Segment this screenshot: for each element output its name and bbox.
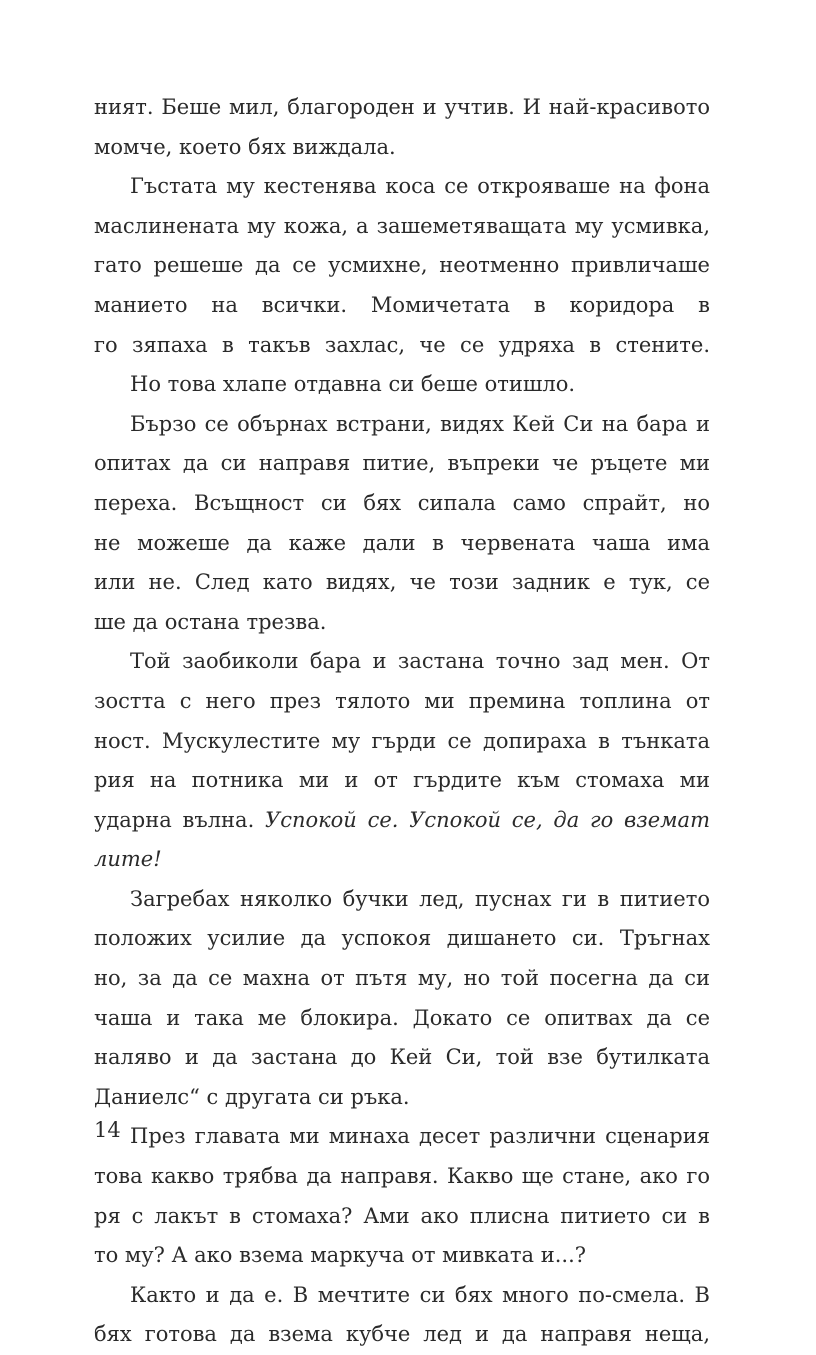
text-line bbox=[94, 840, 710, 880]
text-run: чаша и така ме блокира. Докато се опитвах да се bbox=[94, 1005, 710, 1030]
text-run: манието на всички. Момичетата в коридора в bbox=[94, 292, 710, 317]
text-run: момче, което бях виждала. bbox=[94, 134, 396, 159]
text-run: маслинената му кожа, а зашеметяващата му усмивка, bbox=[94, 213, 710, 238]
text-run: Той заобиколи бара и застана точно зад мен. От bbox=[130, 649, 710, 674]
text-run: Гъстата му кестенява коса се открояваше на фона bbox=[130, 174, 710, 199]
paragraph bbox=[94, 365, 710, 405]
text-line bbox=[94, 1276, 710, 1316]
text-run: През главата ми минаха десет различни сценария bbox=[130, 1124, 710, 1149]
text-line bbox=[94, 722, 710, 762]
text-run: ност. Мускулестите му гърди се допираха в тънката bbox=[94, 728, 710, 753]
text-line bbox=[94, 167, 710, 207]
text-line bbox=[94, 326, 710, 366]
text-run: но, за да се махна от пътя му, но той посегна да си bbox=[94, 966, 710, 991]
book-page-text bbox=[94, 88, 710, 1355]
text-run: наляво и да застана до Кей Си, той взе бутилката bbox=[94, 1045, 710, 1070]
text-line bbox=[94, 1038, 710, 1078]
text-line bbox=[94, 563, 710, 603]
italic-text: лите! bbox=[94, 847, 162, 872]
text-line bbox=[94, 761, 710, 801]
text-line bbox=[94, 919, 710, 959]
text-run: Загребах няколко бучки лед, пуснах ги в питието bbox=[130, 886, 710, 911]
text-line bbox=[94, 801, 710, 841]
text-run: то му? А ако взема маркуча от мивката и...? bbox=[94, 1243, 587, 1268]
text-line bbox=[94, 1117, 710, 1157]
page-number: 14 bbox=[94, 1118, 121, 1142]
text-run: или не. След като видях, че този задник е тук, се bbox=[94, 570, 710, 595]
text-line bbox=[94, 1078, 710, 1118]
text-run: Даниелс“ с другата си ръка. bbox=[94, 1084, 410, 1109]
text-run: зостта с него през тялото ми премина топлина от bbox=[94, 688, 710, 713]
text-run: переха. Всъщност си бях сипала само спрайт, но bbox=[94, 490, 710, 515]
text-run: положих усилие да успокоя дишането си. Тръгнах bbox=[94, 926, 710, 951]
text-run: това какво трябва да направя. Какво ще стане, ако го bbox=[94, 1164, 710, 1189]
text-line bbox=[94, 207, 710, 247]
text-run: бях готова да взема кубче лед и да направя неща, bbox=[94, 1322, 710, 1347]
text-line bbox=[94, 128, 710, 168]
text-line bbox=[94, 682, 710, 722]
text-line bbox=[94, 365, 710, 405]
text-line bbox=[94, 642, 710, 682]
text-line bbox=[94, 999, 710, 1039]
paragraph bbox=[94, 880, 710, 1118]
text-run: опитах да си направя питие, въпреки че ръцете ми bbox=[94, 451, 710, 476]
text-run: не можеше да каже дали в червената чаша има bbox=[94, 530, 710, 555]
text-line bbox=[94, 246, 710, 286]
text-line bbox=[94, 484, 710, 524]
paragraph bbox=[94, 1276, 710, 1355]
text-run: ря с лакът в стомаха? Ами ако плисна питието си в bbox=[94, 1203, 710, 1228]
text-line bbox=[94, 524, 710, 564]
text-line bbox=[94, 880, 710, 920]
paragraph bbox=[94, 167, 710, 365]
text-line bbox=[94, 286, 710, 326]
text-line bbox=[94, 603, 710, 643]
text-run: гато решеше да се усмихне, неотменно привличаше bbox=[94, 253, 710, 278]
italic-text: Успокой се. Успокой се, да го вземат bbox=[265, 807, 710, 832]
text-run: рия на потника ми и от гърдите към стомаха ми bbox=[94, 768, 710, 793]
paragraph bbox=[94, 405, 710, 643]
text-run: Но това хлапе отдавна си беше отишло. bbox=[130, 372, 576, 397]
text-run: ударна вълна. bbox=[94, 807, 266, 832]
text-run: ният. Беше мил, благороден и учтив. И най-красивото bbox=[94, 95, 710, 119]
text-line bbox=[94, 88, 710, 128]
paragraph bbox=[94, 1117, 710, 1275]
text-run: ше да остана трезва. bbox=[94, 609, 327, 634]
paragraph bbox=[94, 88, 710, 167]
text-line bbox=[94, 1236, 710, 1276]
text-run: Бързо се обърнах встрани, видях Кей Си на бара и bbox=[130, 411, 710, 436]
text-line bbox=[94, 1157, 710, 1197]
text-line bbox=[94, 1197, 710, 1237]
text-line bbox=[94, 405, 710, 445]
text-line bbox=[94, 959, 710, 999]
text-run: Както и да е. В мечтите си бях много по-смела. В bbox=[130, 1282, 710, 1307]
text-run: го зяпаха в такъв захлас, че се удряха в стените. bbox=[94, 332, 710, 357]
text-line bbox=[94, 1315, 710, 1355]
paragraph bbox=[94, 642, 710, 880]
text-line bbox=[94, 444, 710, 484]
